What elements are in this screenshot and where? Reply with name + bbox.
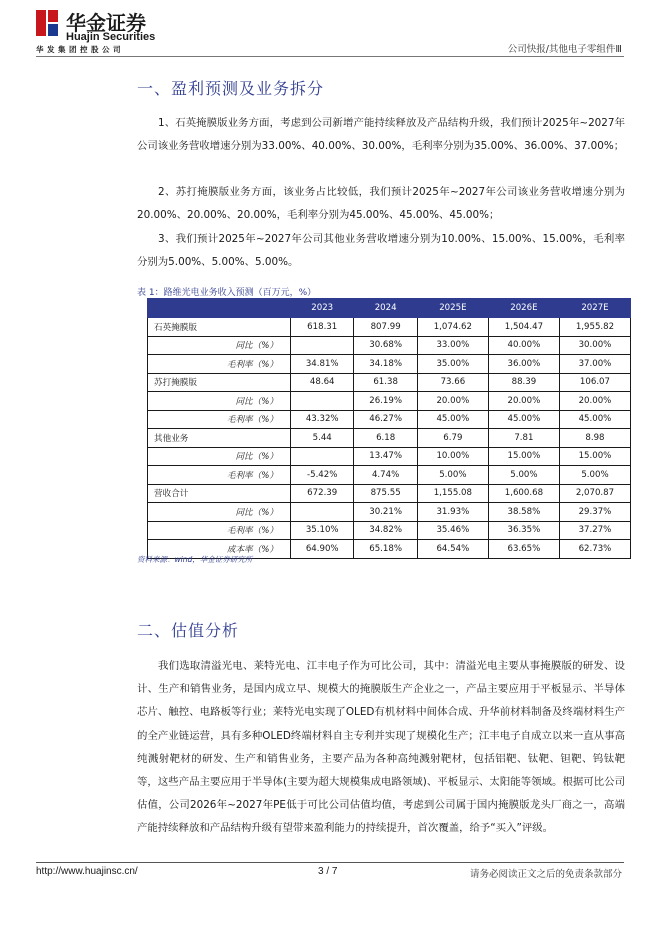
table-cell: 34.81%: [291, 355, 354, 374]
table-row: [148, 392, 631, 411]
row-sublabel: 同比（%）: [148, 336, 291, 355]
table-cell: 6.79: [417, 429, 488, 448]
column-header: 2023: [291, 299, 354, 318]
table-cell: 61.38: [354, 373, 417, 392]
table-cell: 5.44: [291, 429, 354, 448]
page-header: [0, 0, 662, 62]
column-header: 2024: [354, 299, 417, 318]
report-type: 公司快报/其他电子零组件Ⅲ: [507, 44, 622, 55]
footer-url[interactable]: http://www.huajinsc.cn/: [36, 866, 138, 877]
table-row: [148, 466, 631, 485]
table-cell: 5.00%: [488, 466, 559, 485]
table-cell: 5.00%: [559, 466, 630, 485]
footer-divider: [36, 862, 624, 863]
table-cell: 5.00%: [417, 466, 488, 485]
table-header-row: [148, 299, 631, 318]
table-cell: 64.90%: [291, 540, 354, 559]
table-cell: [291, 392, 354, 411]
table-source: 资料来源：wind，华金证券研究所: [137, 555, 253, 564]
column-header: [148, 299, 291, 318]
table-cell: 106.07: [559, 373, 630, 392]
table-cell: 38.58%: [488, 503, 559, 522]
table-cell: 6.18: [354, 429, 417, 448]
column-header: 2027E: [559, 299, 630, 318]
row-sublabel: 毛利率（%）: [148, 410, 291, 429]
table-cell: [291, 447, 354, 466]
table-row: [148, 318, 631, 337]
table-cell: 62.73%: [559, 540, 630, 559]
column-header: 2025E: [417, 299, 488, 318]
table-cell: 20.00%: [559, 392, 630, 411]
table-cell: 1,155.08: [417, 484, 488, 503]
table-cell: 63.65%: [488, 540, 559, 559]
column-header: 2026E: [488, 299, 559, 318]
table-cell: 8.98: [559, 429, 630, 448]
table-cell: 672.39: [291, 484, 354, 503]
table-cell: 33.00%: [417, 336, 488, 355]
table-cell: 31.93%: [417, 503, 488, 522]
table-cell: 45.00%: [559, 410, 630, 429]
table-row: [148, 355, 631, 374]
huajin-logo-icon: [36, 8, 60, 38]
table-cell: [291, 336, 354, 355]
logo-english-name: Huajin Securities: [66, 31, 156, 43]
table-cell: 40.00%: [488, 336, 559, 355]
table-cell: 46.27%: [354, 410, 417, 429]
table-cell: 807.99: [354, 318, 417, 337]
table-cell: 20.00%: [488, 392, 559, 411]
row-sublabel: 毛利率（%）: [148, 521, 291, 540]
table-cell: 36.00%: [488, 355, 559, 374]
table-cell: 37.27%: [559, 521, 630, 540]
company-logo: [36, 8, 166, 56]
section-title-forecast: 一、盈利预测及业务拆分: [137, 79, 325, 98]
table-cell: 26.19%: [354, 392, 417, 411]
table-cell: 7.81: [488, 429, 559, 448]
row-sublabel: 毛利率（%）: [148, 355, 291, 374]
paragraph-valuation: 我们选取清溢光电、莱特光电、江丰电子作为可比公司，其中：清溢光电主要从事掩膜版的研发、设计、生产和销售业务，是国内成立早、规模大的掩膜版生产企业之一，产品主要应用于平板显示、半导体芯片、触控、电路板等行业；莱特光电实现了OLED有机材料中间体合成、升华前材料制备及终端材料生产的全产业链运营，具有多种OLED终端材料自主专利并实现了规模化生产；江丰电子自成立以来一直从事高纯溅射靶材的研发、生产和销售业务，主要产品为各种高纯溅射靶材，包括铝靶、钛靶、钽靶、钨钛靶等，这些产品主要应用于半导体(主要为超大规模集成电路领域)、平板显示、太阳能等领域。根据可比公司估值，公司2026年~2027年PE低于可比公司估值均值，考虑到公司属于国内掩膜版龙头厂商之一，高端产能持续释放和产品结构升级有望带来盈利能力的持续提升，首次覆盖，给予“买入”评级。: [137, 660, 625, 835]
table-cell: 48.64: [291, 373, 354, 392]
table-row: [148, 503, 631, 522]
table-cell: 20.00%: [417, 392, 488, 411]
table-cell: 43.32%: [291, 410, 354, 429]
row-sublabel: 毛利率（%）: [148, 466, 291, 485]
table-cell: 1,504.47: [488, 318, 559, 337]
row-label: 石英掩膜版: [148, 318, 291, 337]
table-cell: 45.00%: [488, 410, 559, 429]
table-cell: 35.10%: [291, 521, 354, 540]
table-row: [148, 521, 631, 540]
row-sublabel: 同比（%）: [148, 392, 291, 411]
table-cell: -5.42%: [291, 466, 354, 485]
table-cell: 37.00%: [559, 355, 630, 374]
table-row: [148, 336, 631, 355]
table-cell: 2,070.87: [559, 484, 630, 503]
table-cell: 4.74%: [354, 466, 417, 485]
table-cell: 45.00%: [417, 410, 488, 429]
table-row: [148, 484, 631, 503]
table-cell: 88.39: [488, 373, 559, 392]
table-row: [148, 410, 631, 429]
page-number: 3 / 7: [318, 866, 338, 877]
table-cell: 30.21%: [354, 503, 417, 522]
table-cell: 65.18%: [354, 540, 417, 559]
paragraph-soda: 2、苏打掩膜版业务方面，该业务占比较低，我们预计2025年~2027年公司该业务营收增速分别为20.00%、20.00%、20.00%，毛利率分别为45.00%、45.00%、45.00%；: [137, 186, 625, 222]
logo-chinese-name: 华金证券: [66, 11, 146, 35]
table-cell: 1,600.68: [488, 484, 559, 503]
table-cell: 875.55: [354, 484, 417, 503]
table-row: [148, 447, 631, 466]
table-cell: 34.18%: [354, 355, 417, 374]
table-cell: 30.68%: [354, 336, 417, 355]
row-sublabel: 成本率（%）: [148, 540, 291, 559]
table-cell: 618.31: [291, 318, 354, 337]
row-sublabel: 同比（%）: [148, 503, 291, 522]
table-cell: 1,074.62: [417, 318, 488, 337]
footer-disclaimer: 请务必阅读正文之后的免责条款部分: [469, 869, 622, 880]
table-cell: 30.00%: [559, 336, 630, 355]
table-cell: 15.00%: [488, 447, 559, 466]
table-cell: 1,955.82: [559, 318, 630, 337]
table-cell: 34.82%: [354, 521, 417, 540]
table-cell: 73.66: [417, 373, 488, 392]
row-sublabel: 同比（%）: [148, 447, 291, 466]
table-cell: 35.46%: [417, 521, 488, 540]
table-cell: 29.37%: [559, 503, 630, 522]
table-row: [148, 429, 631, 448]
table-row: [148, 373, 631, 392]
paragraph-other: 3、我们预计2025年~2027年公司其他业务营收增速分别为10.00%、15.00%、15.00%，毛利率分别为5.00%、5.00%、5.00%。: [137, 233, 625, 269]
row-label: 苏打掩膜版: [148, 373, 291, 392]
table-caption: 表 1：路维光电业务收入预测（百万元，%）: [137, 288, 317, 298]
header-divider: [36, 56, 624, 57]
table-cell: 13.47%: [354, 447, 417, 466]
table-cell: 35.00%: [417, 355, 488, 374]
table-cell: 36.35%: [488, 521, 559, 540]
table-cell: [291, 503, 354, 522]
section-title-valuation: 二、估值分析: [137, 621, 240, 640]
table-cell: 10.00%: [417, 447, 488, 466]
row-label: 其他业务: [148, 429, 291, 448]
row-label: 营收合计: [148, 484, 291, 503]
table-cell: 64.54%: [417, 540, 488, 559]
revenue-forecast-table: [147, 298, 631, 559]
paragraph-quartz: 1、石英掩膜版业务方面，考虑到公司新增产能持续释放及产品结构升级，我们预计2025年~2027年公司该业务营收增速分别为33.00%、40.00%、30.00%，毛利率分别为35.00%、36.00%、37.00%；: [137, 117, 625, 153]
table-cell: 15.00%: [559, 447, 630, 466]
logo-subtitle: 华发集团控股公司: [36, 45, 124, 54]
